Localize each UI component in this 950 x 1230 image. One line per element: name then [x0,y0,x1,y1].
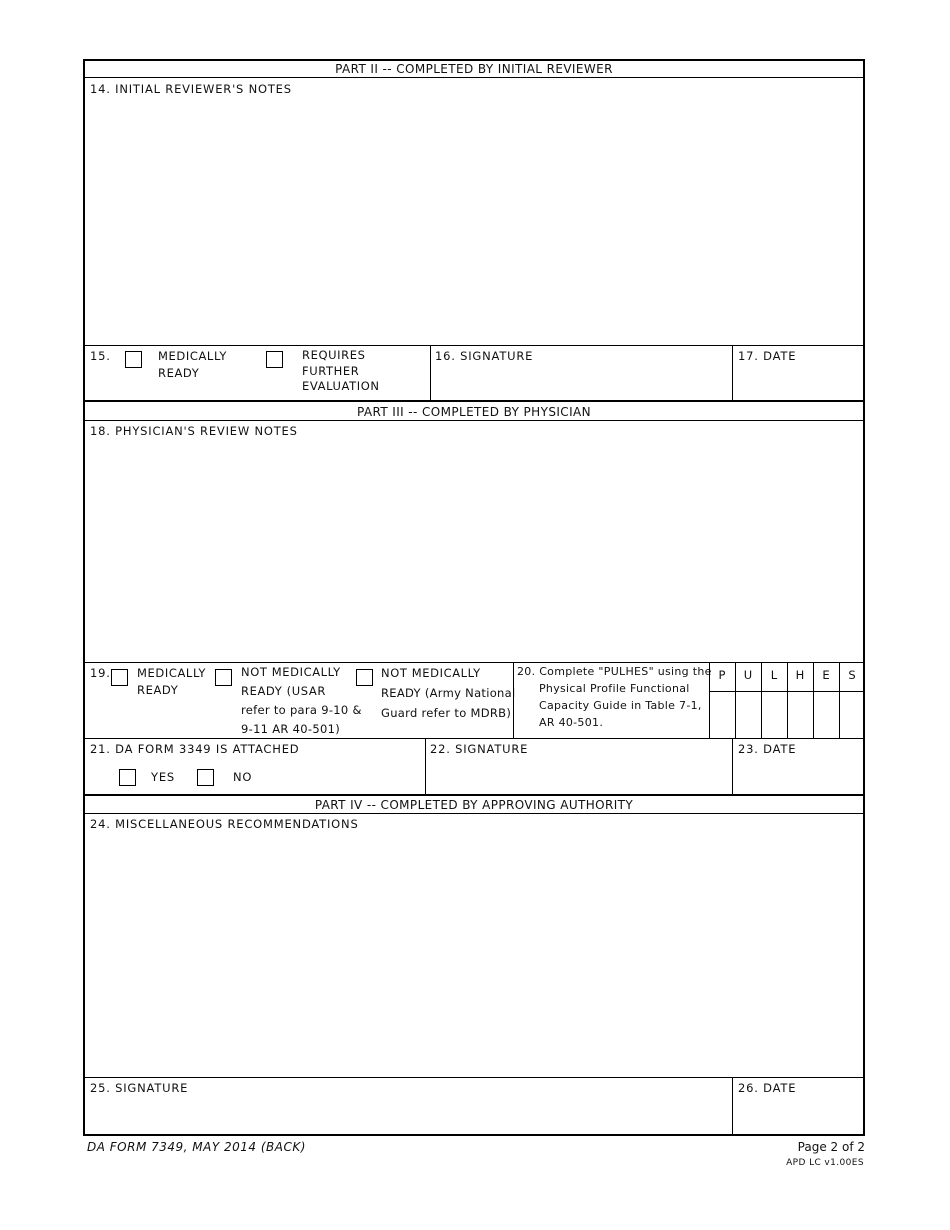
pulhes-p-header: P [718,668,726,682]
item23-label: 23. DATE [738,742,797,756]
pulhes-h-field[interactable] [788,692,813,738]
not-medically-ready-arng-checkbox[interactable] [356,669,373,686]
physician-review-notes-area[interactable] [85,421,863,662]
item24-label: 24. MISCELLANEOUS RECOMMENDATIONS [90,817,359,831]
da3349-yes-checkbox[interactable] [119,769,136,786]
item22-label: 22. SIGNATURE [430,742,529,756]
item14-label: 14. INITIAL REVIEWER'S NOTES [90,82,292,96]
pulhes-h-header: H [795,668,805,682]
item18-label: 18. PHYSICIAN'S REVIEW NOTES [90,424,298,438]
initial-reviewer-notes-area[interactable] [85,78,863,345]
item19-option2-label: NOT MEDICALLY READY (USAR refer to para 9-10 & 9-11 AR 40-501) [241,665,362,736]
pulhes-u-header: U [743,668,753,682]
item19-option1-label: MEDICALLY READY [137,666,207,697]
version-label: APD LC v1.00ES [786,1158,864,1168]
da3349-no-checkbox[interactable] [197,769,214,786]
pulhes-l-header: L [770,668,778,682]
not-medically-ready-usar-checkbox[interactable] [215,669,232,686]
pulhes-s-field[interactable] [840,692,863,738]
item25-label: 25. SIGNATURE [90,1081,189,1095]
pulhes-l-field[interactable] [762,692,787,738]
miscellaneous-recommendations-area[interactable] [85,814,863,1077]
pulhes-e-header: E [822,668,830,682]
pulhes-s-header: S [848,668,856,682]
item21-no-label: NO [233,770,253,784]
form-identifier: DA FORM 7349, MAY 2014 (BACK) [87,1140,306,1154]
physician-date-field[interactable] [733,755,863,793]
pulhes-u-field[interactable] [736,692,761,738]
item19-label: 19. [90,666,111,680]
approving-authority-date-field[interactable] [733,1094,863,1134]
initial-reviewer-signature-field[interactable] [431,361,731,399]
item21-label: 21. DA FORM 3349 IS ATTACHED [90,742,300,756]
physician-signature-field[interactable] [426,755,731,793]
initial-reviewer-date-field[interactable] [733,361,863,399]
medically-ready-checkbox[interactable] [125,351,142,368]
physician-medically-ready-checkbox[interactable] [111,669,128,686]
item15-option2-label: REQUIRES FURTHER EVALUATION [302,348,380,393]
item16-label: 16. SIGNATURE [435,349,534,363]
item20-label: 20. Complete "PULHES" using the Physical Profile Functional Capacity Guide in Table 7-1, AR 40-501. [517,665,712,729]
pulhes-p-field[interactable] [710,692,735,738]
item26-label: 26. DATE [738,1081,797,1095]
part3-header: PART III -- COMPLETED BY PHYSICIAN [356,405,591,419]
item19-option3-label: NOT MEDICALLY READY (Army National Guard refer to MDRB) [381,666,516,720]
page-number: Page 2 of 2 [797,1140,865,1154]
item15-option1-label: MEDICALLY READY [158,349,228,380]
item15-label: 15. [90,349,111,363]
requires-further-evaluation-checkbox[interactable] [266,351,283,368]
pulhes-e-field[interactable] [814,692,839,738]
da-form-7349-back [83,59,865,1136]
part4-header: PART IV -- COMPLETED BY APPROVING AUTHORITY [314,798,634,812]
part2-header: PART II -- COMPLETED BY INITIAL REVIEWER [335,62,613,76]
item17-label: 17. DATE [738,349,797,363]
approving-authority-signature-field[interactable] [85,1094,731,1134]
item21-yes-label: YES [151,770,175,784]
